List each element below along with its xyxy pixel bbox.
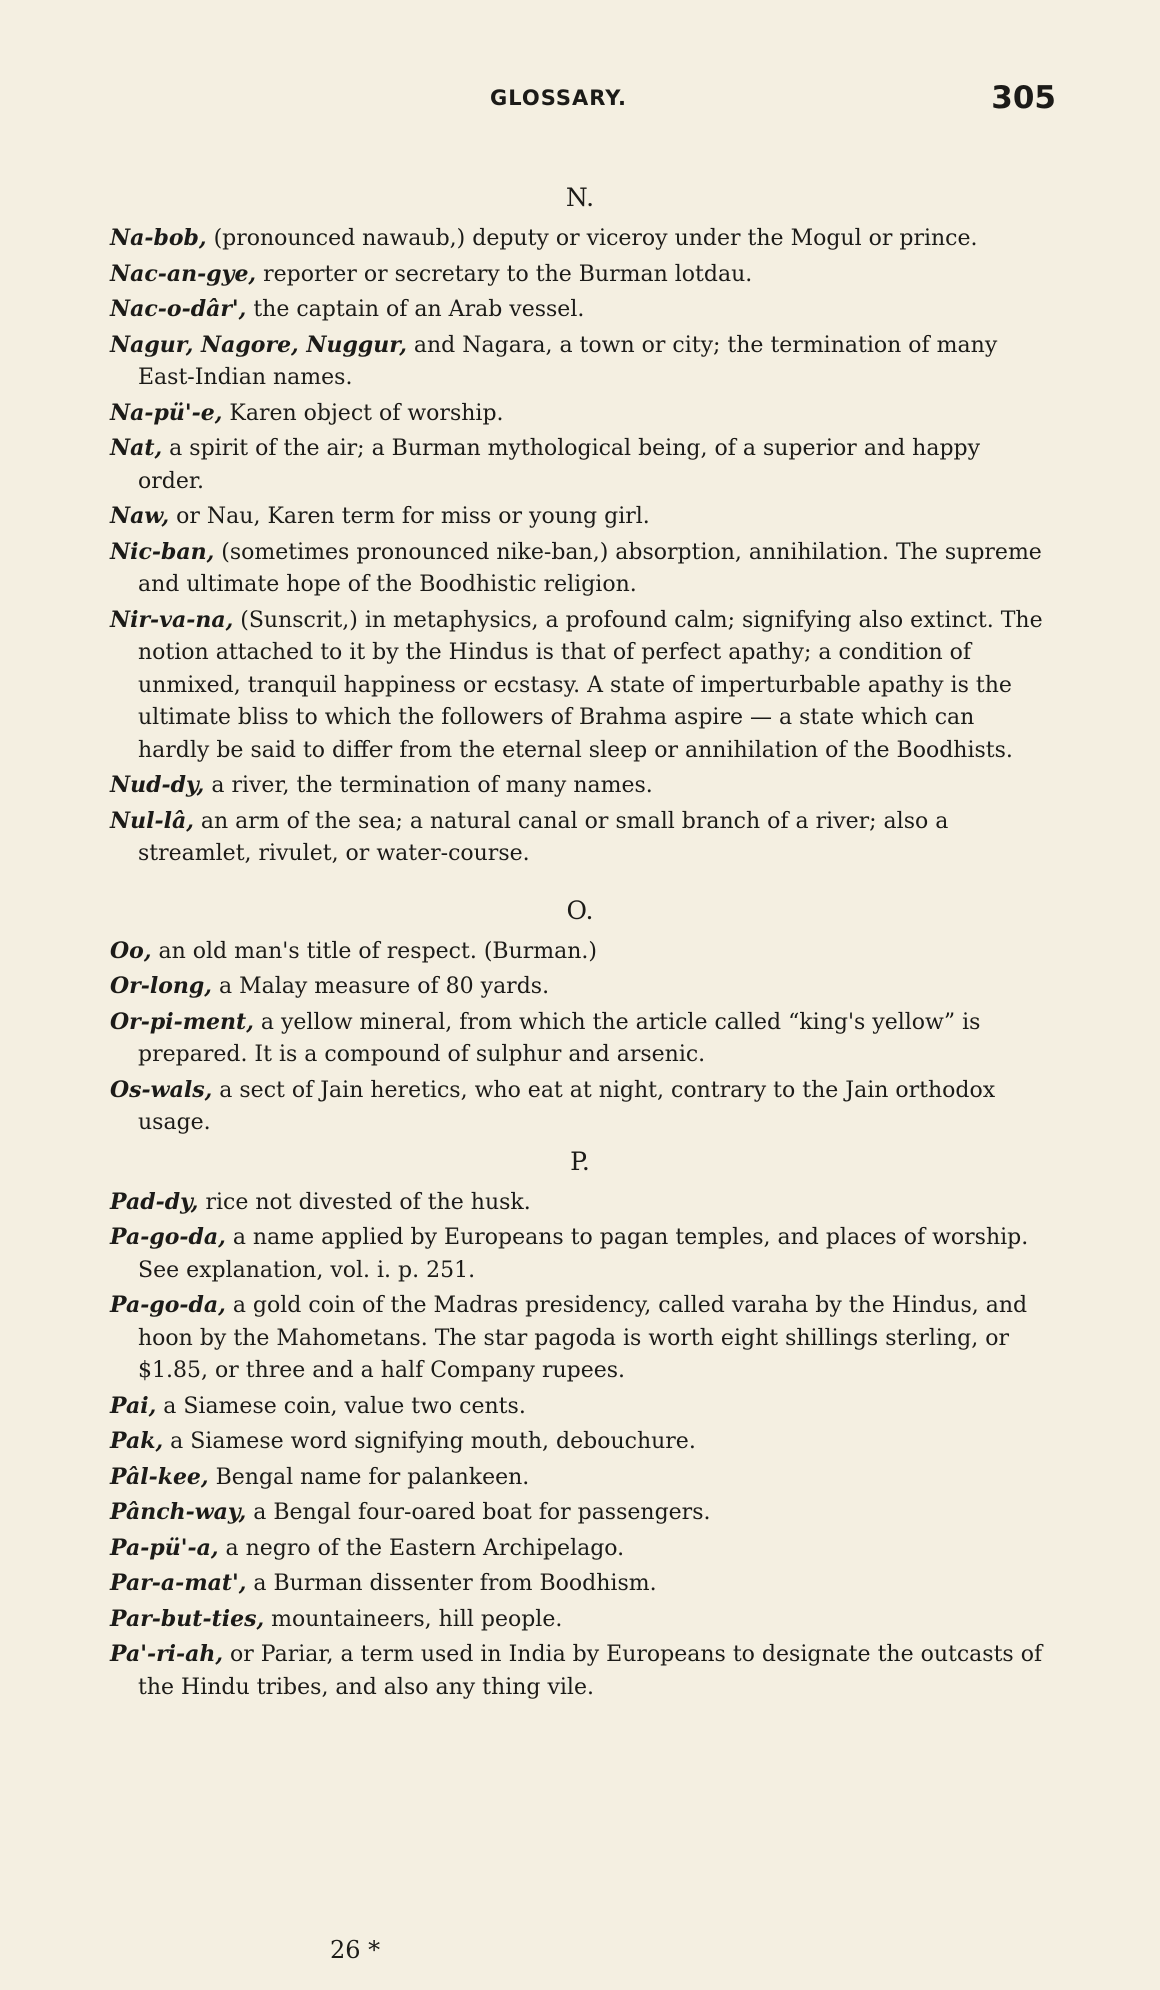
entry-definition: a name applied by Europeans to pagan temples, and places of worship. See explanation, vol. i. p. 251. — [138, 1225, 1029, 1283]
glossary-entry — [110, 769, 1050, 803]
entry-definition: a sect of Jain heretics, who eat at night, contrary to the Jain orthodox usage. — [138, 1077, 996, 1135]
entry-definition: Bengal name for palankeen. — [208, 1464, 530, 1490]
entry-term: Nat, — [110, 435, 163, 461]
entry-term: Pa'-ri-ah, — [110, 1641, 224, 1667]
entry-definition: or Nau, Karen term for miss or young girl. — [169, 504, 650, 529]
glossary-entry — [110, 1603, 1050, 1637]
glossary-entry — [110, 500, 1050, 534]
entry-term: Pa-pü'-a, — [110, 1534, 219, 1561]
glossary-entry — [110, 1289, 1050, 1388]
page-header — [0, 80, 1160, 126]
glossary-entry — [110, 1006, 1050, 1072]
entry-term: Na-bob, — [110, 225, 207, 251]
page-number: 305 — [991, 80, 1056, 116]
entry-term: Nir-va-na, — [110, 606, 234, 633]
glossary-entry — [110, 1425, 1050, 1459]
glossary-entry — [110, 1186, 1050, 1220]
entry-definition: and Nagara, a town or city; the termination of many East-Indian names. — [138, 332, 998, 390]
running-title: GLOSSARY. — [490, 86, 628, 110]
entry-definition: the captain of an Arab vessel. — [246, 297, 585, 322]
entry-term: Pa-go-da, — [110, 1224, 226, 1250]
entry-definition: (sometimes pronounced nike-ban,) absorption, annihilation. The supreme and ultimate hope of the Boodhistic religion. — [138, 539, 1042, 597]
entry-definition: an arm of the sea; a natural canal or small branch of a river; also a streamlet, rivulet, or water-course. — [138, 808, 949, 866]
entry-definition: a spirit of the air; a Burman mythological being, of a superior and happy order. — [138, 436, 981, 494]
entry-term: Os-wals, — [110, 1076, 213, 1103]
entry-term: Pai, — [110, 1392, 157, 1419]
glossary-entry — [110, 1496, 1050, 1530]
entry-definition: (pronounced nawaub,) deputy or viceroy under the Mogul or prince. — [206, 226, 978, 251]
glossary-entry — [110, 1221, 1050, 1287]
entry-term: Nagur, Nagore, Nuggur, — [110, 331, 407, 358]
entry-definition: a river, the termination of many names. — [204, 773, 653, 798]
entry-definition: Karen object of worship. — [222, 400, 504, 426]
entry-term: Oo, — [110, 937, 152, 964]
entry-definition: (Sunscrit,) in metaphysics, a profound calm; signifying also extinct. The notion attached to it by the Hindus is that of perfect apathy; a condition of unmixed, tranquil happiness or ecstasy. A state of imperturbable apathy is the ultimate bliss to which the followers of Brahma aspire — a state which can hardly be said to differ from the eternal sleep or annihilation of the Boodhists. — [138, 607, 1043, 763]
glossary-entry — [110, 397, 1050, 431]
entry-term: Pânch-way, — [110, 1499, 247, 1525]
entry-definition: a yellow mineral, from which the article called “king's yellow” is prepared. It is a compound of sulphur and arsenic. — [138, 1009, 981, 1067]
glossary-body — [110, 178, 1050, 1706]
entry-definition: a Bengal four-oared boat for passengers. — [246, 1500, 711, 1525]
entry-definition: a Siamese word signifying mouth, debouchure. — [163, 1429, 696, 1454]
entry-term: Nac-an-gye, — [110, 260, 257, 287]
glossary-entry — [110, 329, 1050, 395]
glossary-entry — [110, 432, 1050, 498]
entry-definition: or Pariar, a term used in India by Europeans to designate the outcasts of the Hindu tribes, and also any thing vile. — [138, 1642, 1043, 1700]
entry-term: Par-but-ties, — [110, 1605, 265, 1632]
entry-term: Or-pi-ment, — [110, 1008, 254, 1035]
entry-definition: a Malay measure of 80 yards. — [211, 974, 550, 999]
glossary-entry — [110, 970, 1050, 1004]
entry-definition: an old man's title of respect. (Burman.) — [151, 938, 597, 964]
entry-term: Nic-ban, — [110, 538, 215, 565]
entry-definition: a gold coin of the Madras presidency, called varaha by the Hindus, and hoon by the Mahometans. The star pagoda is worth eight shillings sterling, or $1.85, or three and a half Company rupees. — [138, 1293, 1028, 1383]
glossary-entry — [110, 293, 1050, 327]
entry-definition: mountaineers, hill people. — [264, 1606, 563, 1632]
entry-term: Naw, — [110, 503, 170, 529]
entry-term: Pak, — [110, 1428, 164, 1454]
section-letter-p: P. — [570, 1146, 590, 1176]
glossary-entry — [110, 258, 1050, 292]
entry-definition: rice not divested of the husk. — [198, 1189, 531, 1215]
glossary-entry — [110, 935, 1050, 969]
section-letter-n: N. — [565, 183, 595, 212]
entry-term: Na-pü'-e, — [110, 399, 223, 426]
entry-term: Nud-dy, — [110, 772, 205, 798]
glossary-entry — [110, 536, 1050, 602]
entry-term: Pa-go-da, — [110, 1292, 226, 1318]
glossary-entry — [110, 1074, 1050, 1140]
section-letter-o: O. — [566, 895, 594, 925]
entry-definition: a Siamese coin, value two cents. — [156, 1393, 526, 1419]
entry-definition: a Burman dissenter from Boodhism. — [246, 1571, 657, 1596]
glossary-entry — [110, 1461, 1050, 1495]
glossary-entry — [110, 604, 1050, 768]
entry-term: Pad-dy, — [110, 1188, 199, 1215]
signature-mark: 26 * — [330, 1936, 381, 1964]
glossary-entry — [110, 1390, 1050, 1424]
glossary-entry — [110, 1638, 1050, 1704]
entry-term: Par-a-mat', — [110, 1570, 247, 1596]
glossary-entry — [110, 222, 1050, 256]
entry-definition: a negro of the Eastern Archipelago. — [218, 1535, 625, 1561]
entry-term: Or-long, — [110, 973, 212, 999]
entry-term: Nac-o-dâr', — [110, 296, 247, 322]
entry-term: Pâl-kee, — [110, 1463, 209, 1490]
glossary-entry — [110, 1532, 1050, 1566]
glossary-entry — [110, 1567, 1050, 1601]
glossary-entry — [110, 805, 1050, 871]
entry-definition: reporter or secretary to the Burman lotdau. — [256, 261, 753, 287]
entry-term: Nul-lâ, — [110, 807, 194, 834]
